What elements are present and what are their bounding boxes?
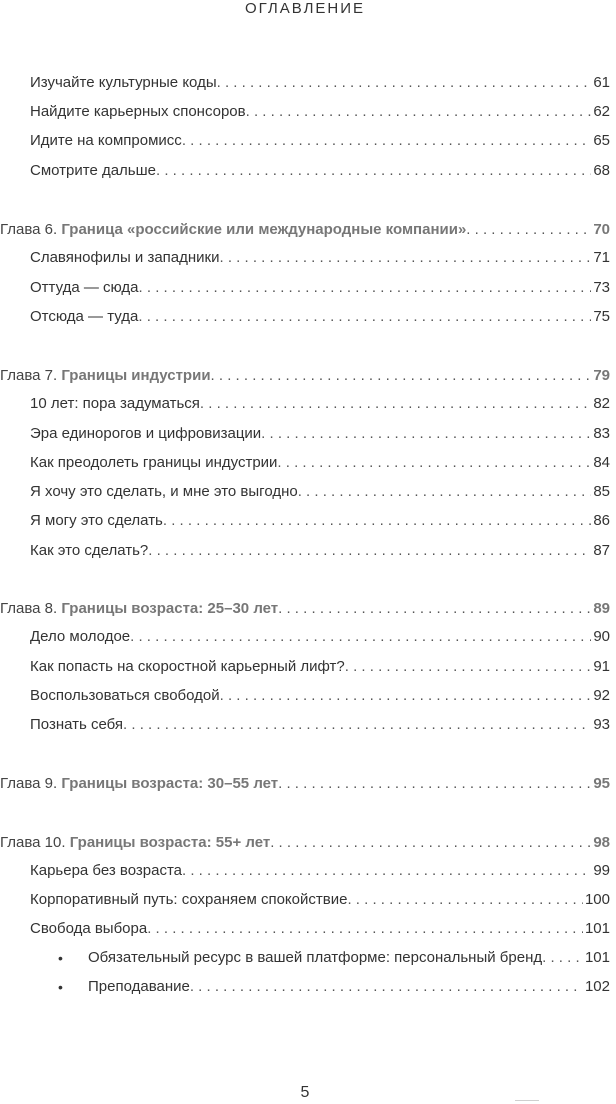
entry-page-number: 82 (593, 395, 610, 412)
toc-section-entry[interactable] (0, 71, 610, 93)
toc-section-entry[interactable] (0, 917, 610, 939)
chapter-name: Границы возраста: 25–30 лет (61, 600, 279, 617)
section-title: Как попасть на скоростной карьерный лифт? (30, 658, 345, 675)
entry-page-number: 62 (593, 103, 610, 120)
chapter-name: Граница «российские или международные компании» (61, 221, 467, 238)
section-title: Обязательный ресурс в вашей платформе: персональный бренд (88, 949, 543, 966)
entry-page-number: 75 (593, 308, 610, 325)
section-title: Я хочу это сделать, и мне это выгодно (30, 483, 298, 500)
section-title: Оттуда — сюда (30, 279, 139, 296)
section-title: Найдите карьерных спонсоров (30, 103, 246, 120)
section-title: 10 лет: пора задуматься (30, 395, 200, 412)
leader-dots (148, 541, 591, 561)
chapter-label: Глава 10. (0, 834, 66, 851)
leader-dots (220, 686, 592, 706)
entry-page-number: 87 (593, 542, 610, 559)
leader-dots (147, 919, 583, 939)
entry-page-number: 71 (593, 249, 610, 266)
section-title: Преподавание (88, 978, 190, 995)
chapter-name: Границы возраста: 30–55 лет (61, 775, 279, 792)
leader-dots (278, 774, 591, 794)
chapter-title (0, 774, 278, 794)
entry-page-number: 70 (593, 221, 610, 238)
entry-page-number: 101 (584, 920, 610, 937)
entry-page-number: 93 (593, 716, 610, 733)
section-title: Воспользоваться свободой (30, 687, 220, 704)
section-title: Я могу это сделать (30, 512, 163, 529)
chapter-title (0, 599, 278, 619)
chapter-label: Глава 8. (0, 600, 58, 617)
leader-dots (163, 511, 591, 531)
entry-page-number: 101 (584, 949, 610, 966)
toc-section-entry[interactable] (0, 392, 610, 414)
toc-section-entry[interactable] (0, 100, 610, 122)
leader-dots (130, 627, 591, 647)
toc-section-entry[interactable] (0, 655, 610, 677)
entry-page-number: 99 (593, 862, 610, 879)
toc-section-entry[interactable] (0, 422, 610, 444)
chapter-name: Границы возраста: 55+ лет (69, 834, 271, 851)
chapter-name: Границы индустрии (61, 367, 211, 384)
toc-chapter-entry[interactable] (0, 364, 610, 386)
section-title: Карьера без возраста (30, 862, 182, 879)
leader-dots (270, 833, 591, 853)
section-title: Познать себя (30, 716, 124, 733)
toc-section-entry[interactable] (0, 509, 610, 531)
page-number: 5 (300, 1084, 310, 1101)
leader-dots (347, 890, 583, 910)
section-title: Как преодолеть границы индустрии (30, 454, 278, 471)
entry-page-number: 95 (593, 775, 610, 792)
section-title: Как это сделать? (30, 542, 149, 559)
toc-section-entry[interactable] (0, 246, 610, 268)
toc-chapter-entry[interactable] (0, 597, 610, 619)
section-title: Смотрите дальше (30, 162, 156, 179)
chapter-label: Глава 7. (0, 367, 58, 384)
toc-section-entry[interactable] (0, 539, 610, 561)
toc-header: ОГЛАВЛЕНИЕ (244, 0, 366, 17)
leader-dots (156, 161, 591, 181)
leader-dots (261, 424, 591, 444)
section-title: Дело молодое (30, 628, 131, 645)
toc-section-entry[interactable] (0, 159, 610, 181)
bullet-marker: • (58, 950, 63, 966)
leader-dots (182, 131, 592, 151)
leader-dots (123, 715, 591, 735)
leader-dots (138, 307, 591, 327)
toc-section-entry[interactable] (0, 129, 610, 151)
entry-page-number: 65 (593, 132, 610, 149)
toc-section-entry[interactable] (0, 888, 610, 910)
toc-section-entry[interactable] (0, 684, 610, 706)
section-title: Корпоративный путь: сохраняем спокойствие (30, 891, 348, 908)
chapter-title (0, 366, 211, 386)
entry-page-number: 85 (593, 483, 610, 500)
leader-dots (298, 482, 592, 502)
entry-page-number: 83 (593, 425, 610, 442)
entry-page-number: 91 (593, 658, 610, 675)
chapter-label: Глава 6. (0, 221, 58, 238)
leader-dots (139, 278, 592, 298)
section-title: Отсюда — туда (30, 308, 139, 325)
entry-page-number: 92 (593, 687, 610, 704)
section-title: Свобода выбора (30, 920, 148, 937)
leader-dots (345, 657, 592, 677)
leader-dots (200, 394, 591, 414)
chapter-label: Глава 9. (0, 775, 58, 792)
leader-dots (542, 948, 583, 968)
toc-chapter-entry[interactable] (0, 218, 610, 240)
bullet-marker: • (58, 979, 63, 995)
leader-dots (220, 248, 592, 268)
toc-chapter-entry[interactable] (0, 831, 610, 853)
toc-section-entry[interactable] (0, 625, 610, 647)
toc-section-entry[interactable] (0, 713, 610, 735)
leader-dots (211, 366, 592, 386)
section-title: Эра единорогов и цифровизации (30, 425, 262, 442)
entry-page-number: 100 (584, 891, 610, 908)
entry-page-number: 90 (593, 628, 610, 645)
toc-section-entry[interactable] (0, 276, 610, 298)
entry-page-number: 68 (593, 162, 610, 179)
leader-dots (246, 102, 592, 122)
toc-section-entry[interactable] (0, 305, 610, 327)
page-mark (515, 1100, 539, 1101)
section-title: Изучайте культурные коды (30, 74, 217, 91)
toc-section-entry[interactable] (0, 975, 610, 997)
leader-dots (217, 73, 592, 93)
toc-section-entry[interactable] (0, 859, 610, 881)
section-title: Славянофилы и западники (30, 249, 220, 266)
entry-page-number: 102 (584, 978, 610, 995)
entry-page-number: 79 (593, 367, 610, 384)
entry-page-number: 98 (593, 834, 610, 851)
section-title: Идите на компромисс (30, 132, 182, 149)
toc-chapter-entry[interactable] (0, 772, 610, 794)
toc-section-entry[interactable] (0, 451, 610, 473)
leader-dots (277, 453, 591, 473)
entry-page-number: 61 (593, 74, 610, 91)
entry-page-number: 84 (593, 454, 610, 471)
chapter-title (0, 220, 466, 240)
leader-dots (190, 977, 583, 997)
entry-page-number: 89 (593, 600, 610, 617)
leader-dots (182, 861, 591, 881)
leader-dots (278, 599, 591, 619)
leader-dots (466, 220, 591, 240)
toc-section-entry[interactable] (0, 946, 610, 968)
entry-page-number: 86 (593, 512, 610, 529)
chapter-title (0, 833, 270, 853)
toc-section-entry[interactable] (0, 480, 610, 502)
entry-page-number: 73 (593, 279, 610, 296)
